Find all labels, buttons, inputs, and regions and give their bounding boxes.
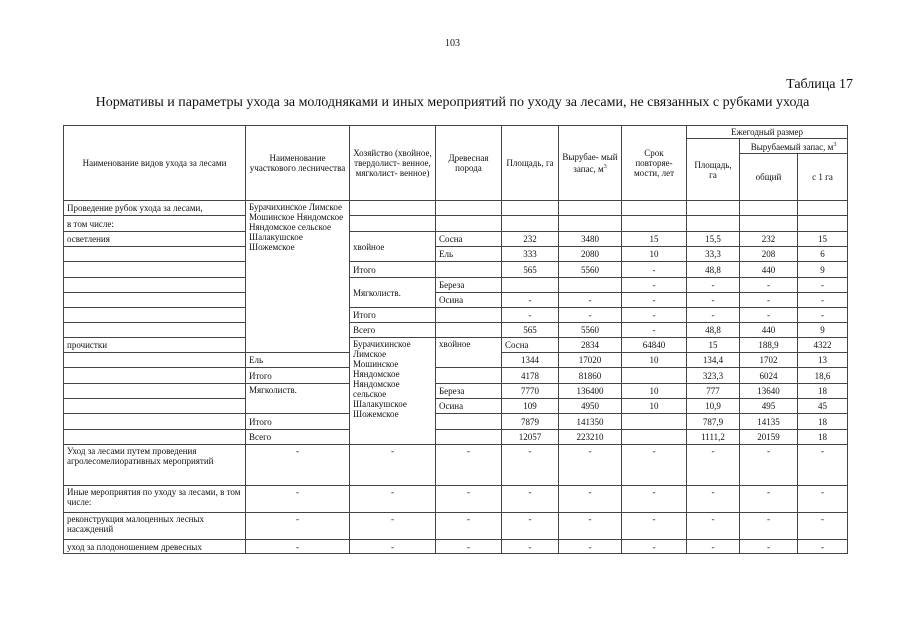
header-area: Площадь, га bbox=[502, 126, 559, 201]
area-cell: 232 bbox=[502, 232, 559, 247]
forestry-list: Бурачихинское Лимское Мошинское Няндомское Няндомское сельское Шалакушское Шожемское bbox=[246, 201, 350, 353]
period-cell bbox=[622, 368, 687, 384]
header-per-ha: с 1 га bbox=[798, 154, 848, 201]
period-cell bbox=[622, 414, 687, 430]
dash-cell: - bbox=[350, 540, 436, 554]
dash-cell: - bbox=[502, 486, 559, 513]
table-row bbox=[64, 540, 848, 554]
table-row bbox=[64, 414, 848, 430]
dash-cell: - bbox=[622, 486, 687, 513]
table-row bbox=[64, 338, 848, 353]
row-label: Уход за лесами путем проведения агролесомелиоративных мероприятий bbox=[64, 445, 246, 486]
dash-cell: - bbox=[350, 445, 436, 486]
annual-total-cell: 440 bbox=[740, 323, 798, 338]
table-row bbox=[64, 513, 848, 540]
header-annual-area: Площадь, га bbox=[687, 139, 740, 201]
species-cell: Ель bbox=[246, 353, 350, 368]
annual-total-cell: 4322 bbox=[798, 338, 848, 353]
row-label: уход за плодоношением древесных bbox=[64, 540, 246, 554]
annual-per-ha-cell: 13 bbox=[798, 353, 848, 368]
forestry-list: Бурачихинское Лимское Мошинское Няндомское Няндомское сельское Шалакушское Шожемское bbox=[350, 338, 436, 445]
subtotal-label: Итого bbox=[350, 262, 436, 278]
stock-cell: 5560 bbox=[559, 323, 622, 338]
dash-cell: - bbox=[246, 445, 350, 486]
annual-area-cell: 10,9 bbox=[687, 399, 740, 414]
table-row bbox=[64, 278, 848, 293]
dash-cell: - bbox=[559, 513, 622, 540]
period-cell bbox=[622, 430, 687, 445]
period-cell: 10 bbox=[622, 384, 687, 399]
dash-cell: - bbox=[687, 540, 740, 554]
stock-cell: - bbox=[559, 293, 622, 308]
table-row bbox=[64, 384, 848, 399]
annual-total-cell: 20159 bbox=[740, 430, 798, 445]
header-annual-stock: Вырубаемый запас, $м^3$ bbox=[740, 139, 848, 154]
species-cell: Береза bbox=[436, 278, 502, 293]
dash-cell: - bbox=[350, 486, 436, 513]
stock-cell: - bbox=[559, 308, 622, 323]
table-row bbox=[64, 486, 848, 513]
area-cell: 4178 bbox=[502, 368, 559, 384]
species-cell: Сосна bbox=[502, 338, 559, 353]
stock-cell: 141350 bbox=[559, 414, 622, 430]
dash-cell: - bbox=[246, 486, 350, 513]
area-cell: 12057 bbox=[502, 430, 559, 445]
dash-cell: - bbox=[798, 445, 848, 486]
dash-cell: - bbox=[622, 513, 687, 540]
dash-cell: - bbox=[246, 513, 350, 540]
annual-per-ha-cell: 18,6 bbox=[798, 368, 848, 384]
annual-area-cell: 33,3 bbox=[687, 247, 740, 262]
species-cell: Ель bbox=[436, 247, 502, 262]
period-cell: - bbox=[622, 262, 687, 278]
dash-cell: - bbox=[559, 486, 622, 513]
annual-area-cell: 15,5 bbox=[687, 232, 740, 247]
period-cell: 10 bbox=[622, 399, 687, 414]
dash-cell: - bbox=[740, 486, 798, 513]
period-cell: 10 bbox=[622, 247, 687, 262]
annual-per-ha-cell: 15 bbox=[798, 232, 848, 247]
row-label: прочистки bbox=[64, 338, 246, 353]
dash-cell: - bbox=[559, 540, 622, 554]
period-cell: - bbox=[622, 308, 687, 323]
annual-per-ha-cell: - bbox=[798, 293, 848, 308]
dash-cell: - bbox=[502, 445, 559, 486]
header-cut-stock: Вырубае- мый запас, $м^3$ bbox=[559, 126, 622, 201]
dash-cell: - bbox=[687, 445, 740, 486]
annual-per-ha-cell: 18 bbox=[798, 430, 848, 445]
norms-table bbox=[63, 125, 848, 554]
table-row bbox=[64, 368, 848, 384]
period-cell: 15 bbox=[687, 338, 740, 353]
annual-per-ha-cell: 18 bbox=[798, 414, 848, 430]
economy-soft: Мягколиств. bbox=[350, 278, 436, 308]
dash-cell: - bbox=[740, 540, 798, 554]
dash-cell: - bbox=[687, 513, 740, 540]
annual-total-cell: 208 bbox=[740, 247, 798, 262]
period-cell: - bbox=[622, 278, 687, 293]
area-cell bbox=[502, 278, 559, 293]
table-header bbox=[64, 126, 848, 201]
header-total: общий bbox=[740, 154, 798, 201]
annual-area-cell: 134,4 bbox=[687, 353, 740, 368]
header-species: Древесная порода bbox=[436, 126, 502, 201]
annual-area-cell: 777 bbox=[687, 384, 740, 399]
subtotal-label: Итого bbox=[246, 414, 350, 430]
dash-cell: - bbox=[436, 445, 502, 486]
species-cell: Осина bbox=[436, 293, 502, 308]
annual-per-ha-cell: 9 bbox=[798, 323, 848, 338]
economy-conifer: хвойное bbox=[350, 232, 436, 262]
row-label: реконструкция малоценных лесных насаждений bbox=[64, 513, 246, 540]
annual-per-ha-cell: 45 bbox=[798, 399, 848, 414]
table-row bbox=[64, 445, 848, 486]
dash-cell: - bbox=[559, 445, 622, 486]
area-cell: 565 bbox=[502, 323, 559, 338]
annual-per-ha-cell: 9 bbox=[798, 262, 848, 278]
area-cell: 109 bbox=[502, 399, 559, 414]
stock-cell: 81860 bbox=[559, 368, 622, 384]
dash-cell: - bbox=[798, 486, 848, 513]
period-cell: 15 bbox=[622, 232, 687, 247]
annual-area-cell: - bbox=[687, 308, 740, 323]
dash-cell: - bbox=[798, 513, 848, 540]
subtotal-label: Итого bbox=[246, 368, 350, 384]
row-label: в том числе: bbox=[64, 216, 246, 232]
annual-per-ha-cell: 6 bbox=[798, 247, 848, 262]
stock-cell: 4950 bbox=[559, 399, 622, 414]
table-row bbox=[64, 323, 848, 338]
stock-cell: 3480 bbox=[559, 232, 622, 247]
dash-cell: - bbox=[622, 540, 687, 554]
stock-cell: 136400 bbox=[559, 384, 622, 399]
period-cell: - bbox=[622, 323, 687, 338]
annual-total-cell: 6024 bbox=[740, 368, 798, 384]
stock-cell bbox=[559, 278, 622, 293]
page-number: 103 bbox=[445, 38, 460, 49]
area-cell: 7770 bbox=[502, 384, 559, 399]
annual-total-cell: 14135 bbox=[740, 414, 798, 430]
header-period: Срок повторяе- мости, лет bbox=[622, 126, 687, 201]
dash-cell: - bbox=[687, 486, 740, 513]
annual-per-ha-cell: 18 bbox=[798, 384, 848, 399]
dash-cell: - bbox=[502, 513, 559, 540]
economy-soft: Мягколиств. bbox=[246, 384, 350, 414]
stock-cell: 2080 bbox=[559, 247, 622, 262]
header-forestry: Наименование участкового лесничества bbox=[246, 126, 350, 201]
annual-total-cell: 232 bbox=[740, 232, 798, 247]
table-title: Нормативы и параметры ухода за молодняками и иных мероприятий по уходу за лесами, не связанных с рубками ухода bbox=[95, 95, 810, 110]
table-row bbox=[64, 216, 848, 232]
period-cell: - bbox=[622, 293, 687, 308]
area-cell: 7879 bbox=[502, 414, 559, 430]
area-cell: 2834 bbox=[559, 338, 622, 353]
annual-area-cell: 48,8 bbox=[687, 262, 740, 278]
table-row bbox=[64, 399, 848, 414]
annual-area-cell: 188,9 bbox=[740, 338, 798, 353]
dash-cell: - bbox=[502, 540, 559, 554]
table-row bbox=[64, 430, 848, 445]
area-cell: - bbox=[502, 308, 559, 323]
annual-per-ha-cell: - bbox=[798, 278, 848, 293]
area-cell: 333 bbox=[502, 247, 559, 262]
stock-cell: 5560 bbox=[559, 262, 622, 278]
annual-total-cell: - bbox=[740, 278, 798, 293]
species-cell: Сосна bbox=[436, 232, 502, 247]
dash-cell: - bbox=[436, 513, 502, 540]
subtotal-label: Итого bbox=[350, 308, 436, 323]
species-cell: Береза bbox=[436, 384, 502, 399]
table-row bbox=[64, 262, 848, 278]
header-economy: Хозяйство (хвойное, твердолист- венное, мягколист- венное) bbox=[350, 126, 436, 201]
table-row bbox=[64, 247, 848, 262]
dash-cell: - bbox=[740, 513, 798, 540]
dash-cell: - bbox=[798, 540, 848, 554]
period-cell: 10 bbox=[622, 353, 687, 368]
dash-cell: - bbox=[436, 486, 502, 513]
header-kind: Наименование видов ухода за лесами bbox=[64, 126, 246, 201]
table-row bbox=[64, 232, 848, 247]
table-label: Таблица 17 bbox=[786, 77, 853, 92]
table-row bbox=[64, 201, 848, 216]
species-cell: Осина bbox=[436, 399, 502, 414]
annual-total-cell: - bbox=[740, 308, 798, 323]
grand-total-label: Всего bbox=[246, 430, 350, 445]
grand-total-label: Всего bbox=[350, 323, 436, 338]
row-label: осветления bbox=[64, 232, 246, 247]
annual-area-cell: 323,3 bbox=[687, 368, 740, 384]
annual-total-cell: - bbox=[740, 293, 798, 308]
annual-area-cell: 787,9 bbox=[687, 414, 740, 430]
row-label: Иные мероприятия по уходу за лесами, в том числе: bbox=[64, 486, 246, 513]
table-row bbox=[64, 293, 848, 308]
dash-cell: - bbox=[740, 445, 798, 486]
annual-area-cell: 1111,2 bbox=[687, 430, 740, 445]
table-row bbox=[64, 308, 848, 323]
annual-per-ha-cell: - bbox=[798, 308, 848, 323]
economy-conifer: хвойное bbox=[436, 338, 502, 368]
dash-cell: - bbox=[436, 540, 502, 554]
annual-area-cell: 48,8 bbox=[687, 323, 740, 338]
header-annual: Ежегодный размер bbox=[687, 126, 848, 139]
stock-cell: 223210 bbox=[559, 430, 622, 445]
dash-cell: - bbox=[622, 445, 687, 486]
annual-total-cell: 440 bbox=[740, 262, 798, 278]
table-body bbox=[64, 201, 848, 554]
stock-cell: 17020 bbox=[559, 353, 622, 368]
annual-area-cell: - bbox=[687, 278, 740, 293]
area-cell: - bbox=[502, 293, 559, 308]
row-label: Проведение рубок ухода за лесами, bbox=[64, 201, 246, 216]
annual-area-cell: - bbox=[687, 293, 740, 308]
dash-cell: - bbox=[246, 540, 350, 554]
annual-total-cell: 1702 bbox=[740, 353, 798, 368]
stock-cell: 64840 bbox=[622, 338, 687, 353]
annual-total-cell: 13640 bbox=[740, 384, 798, 399]
area-cell: 565 bbox=[502, 262, 559, 278]
dash-cell: - bbox=[350, 513, 436, 540]
area-cell: 1344 bbox=[502, 353, 559, 368]
annual-total-cell: 495 bbox=[740, 399, 798, 414]
